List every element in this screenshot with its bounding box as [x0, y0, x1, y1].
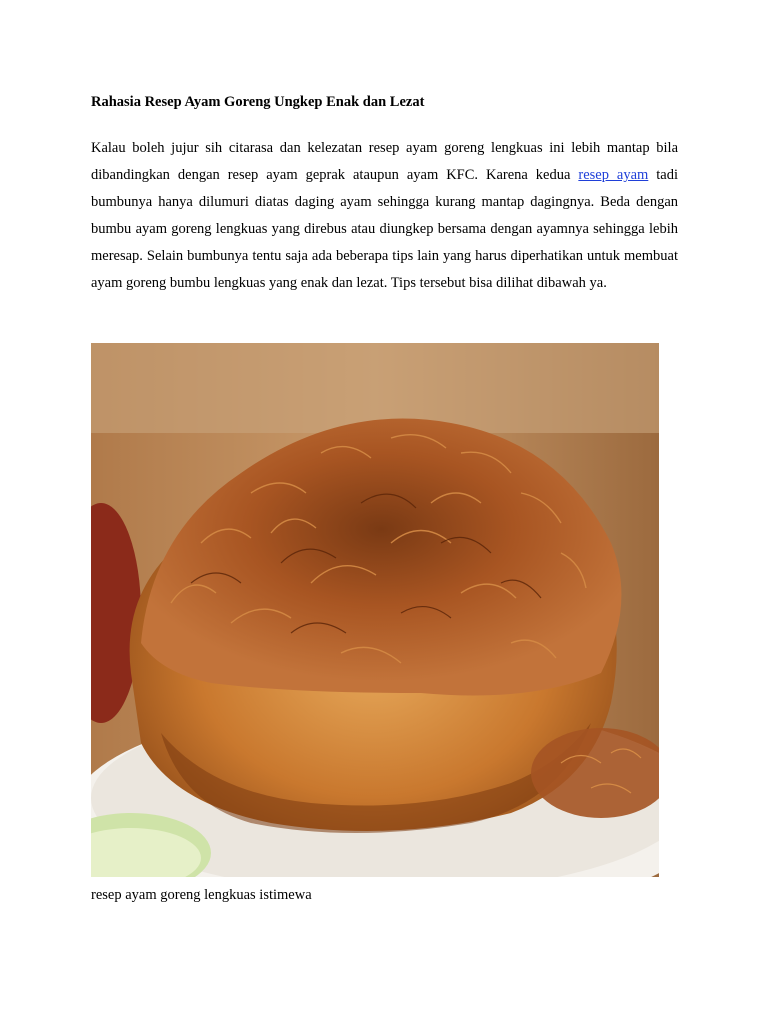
- photo-caption: resep ayam goreng lengkuas istimewa: [91, 887, 312, 903]
- fried-chicken-photo: [91, 343, 659, 877]
- article-heading: Rahasia Resep Ayam Goreng Ungkep Enak dan Lezat: [91, 94, 425, 110]
- photo-illustration: [91, 343, 659, 877]
- article-paragraph: [91, 135, 678, 297]
- paragraph-text-before-link: Kalau boleh jujur sih citarasa dan kelezatan resep ayam goreng lengkuas ini lebih mantap bila dibandingkan dengan resep ayam geprak ataupun ayam KFC. Karena kedua: [91, 140, 678, 183]
- paragraph-text-after-link: tadi bumbunya hanya dilumuri diatas daging ayam sehingga kurang mantap dagingnya. Beda dengan bumbu ayam goreng lengkuas yang direbus atau diungkep bersama dengan ayamnya sehingga lebih meresap. Selain bumbunya tentu saja ada beberapa tips lain yang harus diperhatikan untuk membuat ayam goreng bumbu lengkuas yang enak dan lezat. Tips tersebut bisa dilihat dibawah ya.: [91, 167, 679, 291]
- resep-ayam-link[interactable]: resep ayam: [578, 167, 649, 183]
